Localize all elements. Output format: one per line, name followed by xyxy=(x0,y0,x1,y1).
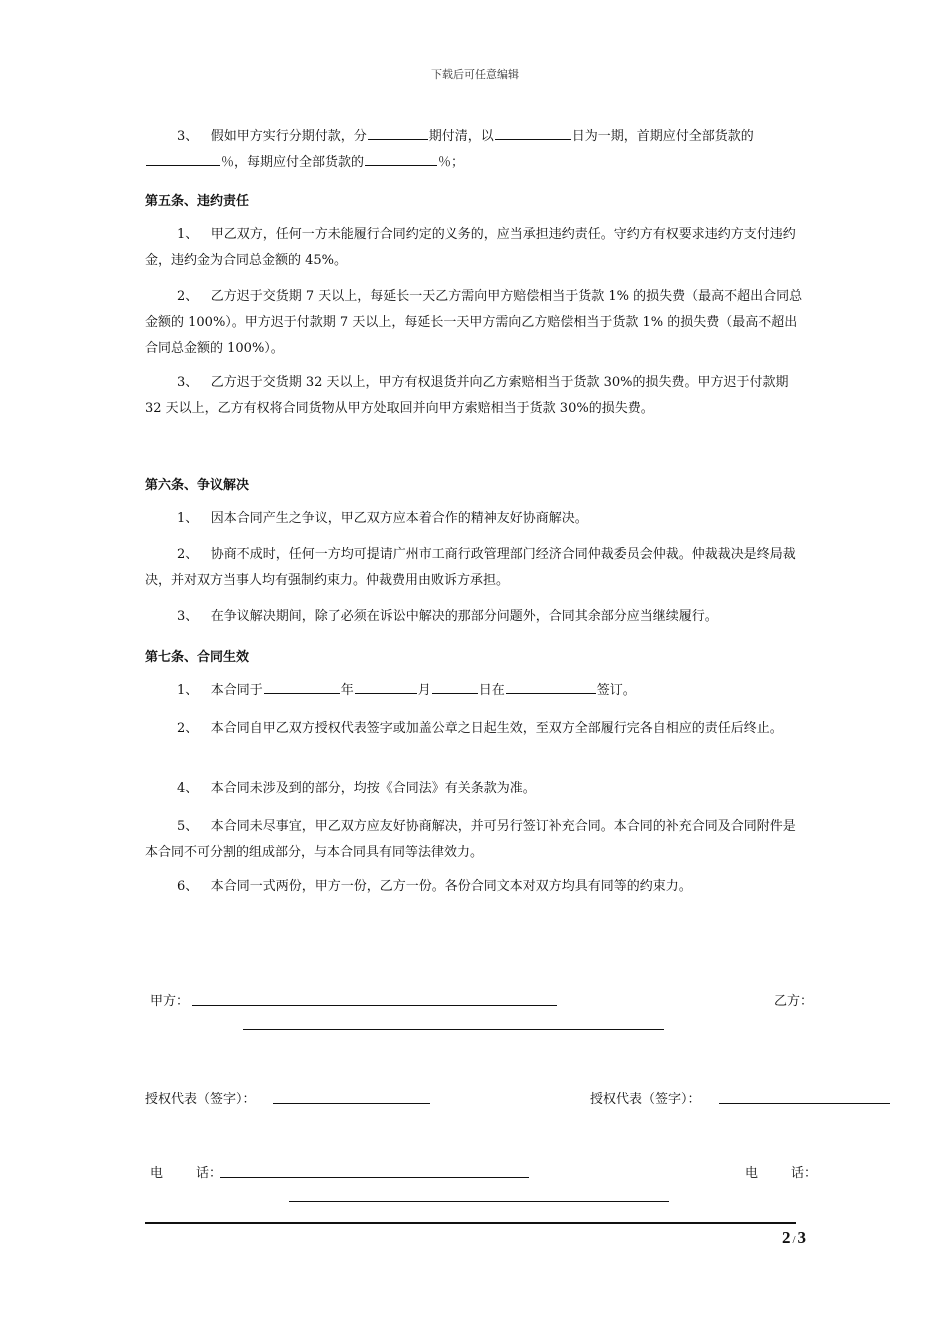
article-6-item-2 xyxy=(145,542,805,594)
clause-text: 月 xyxy=(417,683,431,698)
article-7-item-6 xyxy=(145,874,805,900)
item-number: 2、 xyxy=(177,289,199,304)
item-number: 2、 xyxy=(177,721,199,736)
clause-text: ％，每期应付全部货款的 xyxy=(221,155,365,170)
clause-text: ％； xyxy=(438,155,465,170)
clause-text: 日在 xyxy=(478,683,505,698)
article-7-item-4 xyxy=(145,776,805,802)
party-b-representative-line[interactable] xyxy=(719,1103,890,1104)
current-page: 2 xyxy=(781,1228,791,1247)
item-text: 因本合同产生之争议，甲乙双方应本着合作的精神友好协商解决。 xyxy=(210,511,588,526)
year-blank[interactable] xyxy=(264,679,340,694)
item-text: 本合同未尽事宜，甲乙双方应友好协商解决，并可另行签订补充合同。本合同的补充合同及合同附件是本合同不可分割的组成部分，与本合同具有同等法律效力。 xyxy=(145,819,796,860)
article-7-item-5 xyxy=(145,814,805,866)
item-number: 5、 xyxy=(177,819,199,834)
article-5-heading: 第五条、违约责任 xyxy=(145,194,250,209)
signing-place-blank[interactable] xyxy=(506,679,596,694)
article-7-item-2 xyxy=(145,716,805,742)
item-text: 协商不成时，任何一方均可提请广州市工商行政管理部门经济合同仲裁委员会仲裁。仲裁裁决是终局裁决，并对双方当事人均有强制约束力。仲裁费用由败诉方承担。 xyxy=(145,547,796,588)
page-number xyxy=(782,1228,806,1248)
page-separator: / xyxy=(792,1234,796,1246)
clause-text: 期付清，以 xyxy=(428,129,494,144)
party-a-representative-line[interactable] xyxy=(273,1103,430,1104)
clause-text: 假如甲方实行分期付款，分 xyxy=(210,129,367,144)
party-b-representative-label: 授权代表（签字）： xyxy=(590,1092,701,1107)
clause-text: 日为一期，首期应付全部货款 xyxy=(571,129,741,144)
article-7-heading: 第七条、合同生效 xyxy=(145,650,250,665)
item-number: 4、 xyxy=(177,781,199,796)
first-payment-percent-blank[interactable] xyxy=(146,151,220,166)
article-5-item-2 xyxy=(145,284,805,362)
party-a-phone-label: 电 话： xyxy=(150,1166,223,1181)
article-7-item-1 xyxy=(145,678,805,704)
period-days-blank[interactable] xyxy=(495,125,571,140)
item-number: 6、 xyxy=(177,879,199,894)
article-6-item-1 xyxy=(145,506,805,532)
item-text: 乙方迟于交货期 32 天以上，甲方有权退货并向乙方索赔相当于货款 30%的损失费。甲方迟于付款期 32 天以上，乙方有权将合同货物从甲方处取回并向甲方索赔相当于货款 30%的损失费。 xyxy=(145,375,789,416)
item-text: 本合同自甲乙双方授权代表签字或加盖公章之日起生效，至双方全部履行完各自相应的责任后终止。 xyxy=(210,721,783,736)
clause-text: 年 xyxy=(340,683,354,698)
article-5-item-3 xyxy=(145,370,805,422)
item-text: 本合同一式两份，甲方一份，乙方一份。各份合同文本对双方均具有同等的约束力。 xyxy=(210,879,692,894)
item-number: 2、 xyxy=(177,547,199,562)
page-header: 下载后可任意编辑 xyxy=(431,68,519,81)
clause-text: 签订。 xyxy=(596,683,636,698)
article-5-item-1 xyxy=(145,222,805,274)
each-payment-percent-blank[interactable] xyxy=(365,151,437,166)
item-text: 甲乙双方，任何一方未能履行合同约定的义务的，应当承担违约责任。守约方有权要求违约方支付违约金，违约金为合同总金额的 45%。 xyxy=(145,227,796,268)
party-a-representative-label: 授权代表（签字）： xyxy=(145,1092,256,1107)
item-number: 1、 xyxy=(177,683,199,698)
article-6-heading: 第六条、争议解决 xyxy=(145,478,250,493)
party-b-phone-label: 电 话： xyxy=(745,1166,818,1181)
party-a-label: 甲方： xyxy=(150,994,190,1009)
installment-clause xyxy=(145,124,805,176)
month-blank[interactable] xyxy=(355,679,417,694)
item-number: 1、 xyxy=(177,511,199,526)
item-text: 在争议解决期间，除了必须在诉讼中解决的那部分问题外，合同其余部分应当继续履行。 xyxy=(210,609,718,624)
item-text: 本合同未涉及到的部分，均按《合同法》有关条款为准。 xyxy=(210,781,536,796)
party-b-phone-line[interactable] xyxy=(289,1201,669,1202)
article-6-item-3 xyxy=(145,604,805,630)
party-b-signature-line[interactable] xyxy=(243,1029,664,1030)
item-text: 乙方迟于交货期 7 天以上，每延长一天乙方需向甲方赔偿相当于货款 1% 的损失费（最高不超出合同总金额的 100%）。甲方迟于付款期 7 天以上，每延长一天甲方需向乙方赔偿相当于货款 1% 的损失费（最高不超出合同总金额的 100%）。 xyxy=(145,289,803,356)
clause-text: 的 xyxy=(740,129,754,144)
item-number: 3、 xyxy=(177,129,199,144)
item-number: 1、 xyxy=(177,227,199,242)
party-a-phone-line[interactable] xyxy=(220,1177,529,1178)
party-a-signature-line[interactable] xyxy=(192,1005,557,1006)
item-number: 3、 xyxy=(177,609,199,624)
total-pages: 3 xyxy=(797,1228,806,1247)
day-blank[interactable] xyxy=(432,679,478,694)
installments-blank[interactable] xyxy=(368,125,428,140)
item-number: 3、 xyxy=(177,375,199,390)
clause-text: 本合同于 xyxy=(210,683,263,698)
party-b-label: 乙方： xyxy=(774,994,814,1009)
footer-rule xyxy=(145,1222,796,1224)
